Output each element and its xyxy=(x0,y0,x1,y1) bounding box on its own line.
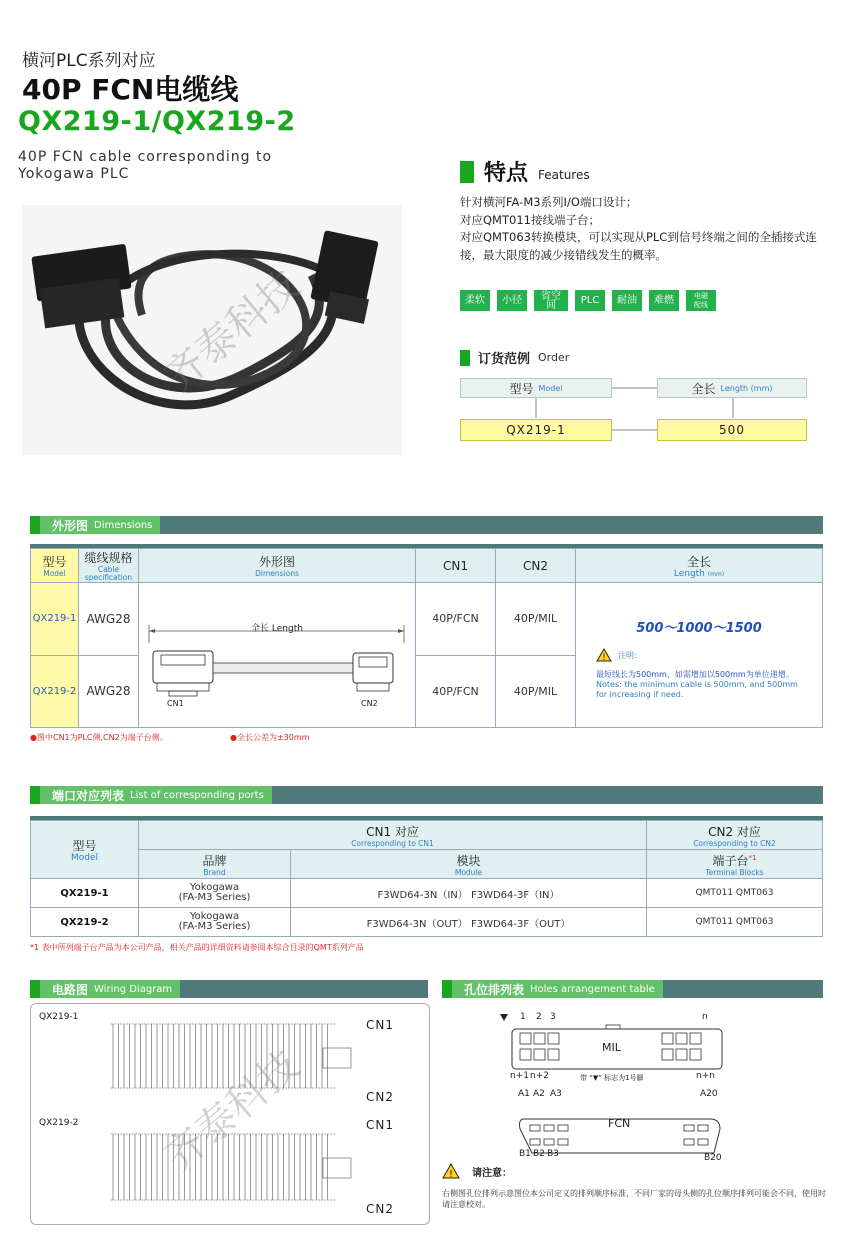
fcn-pin-b20: B20 xyxy=(704,1153,722,1163)
product-title: 40P FCN电缆线 xyxy=(22,73,239,106)
features-list xyxy=(460,194,820,264)
port-row2-module: F3WD64-3N（OUT） F3WD64-3F（OUT） xyxy=(291,908,647,937)
th-port-brand: 品牌 Brand xyxy=(139,850,291,879)
dim-row1-cn1: 40P/FCN xyxy=(416,583,496,656)
drawing-cn2-label: CN2 xyxy=(361,699,378,708)
order-length-value: 500 xyxy=(657,419,807,441)
order-title-en: Order xyxy=(538,351,570,364)
order-model-sub: Model xyxy=(538,383,563,393)
mil-hole xyxy=(690,1049,701,1060)
mil-hole xyxy=(662,1049,673,1060)
fcn-hole xyxy=(698,1139,708,1145)
th-port-cn2: CN2 对应 Corresponding to CN2 xyxy=(647,821,823,850)
fcn-hole xyxy=(544,1125,554,1131)
note-title: 注明: xyxy=(618,650,637,660)
feature-line: 对应QMT011接线端子台； xyxy=(460,212,600,227)
mil-hole xyxy=(676,1049,687,1060)
notice-header xyxy=(442,1163,512,1179)
warning-icon xyxy=(596,648,612,662)
wiring-model-1: QX219-1 xyxy=(39,1012,79,1022)
tag-soft: 柔软 xyxy=(460,290,490,311)
feature-line: 对应QMT063转换模块，可以实现从PLC到信号终端之间的全插接式连接，最大限度的减少接错线发生的概率。 xyxy=(460,230,817,262)
warning-icon xyxy=(442,1163,460,1179)
port-row1-model: QX219-1 xyxy=(31,879,139,908)
mil-pin-n1: n+1 xyxy=(510,1071,529,1081)
mil-hole xyxy=(548,1049,559,1060)
th-cn1: CN1 xyxy=(416,549,496,583)
notice-title: 请注意： xyxy=(472,1167,512,1179)
mil-hole xyxy=(676,1033,687,1044)
ports-section-title: 端口对应列表 List of corresponding ports xyxy=(40,786,272,804)
green-square-icon xyxy=(442,980,452,998)
holes-diagram xyxy=(442,1003,823,1163)
order-length-text: 全长 xyxy=(691,381,716,396)
fcn-hole xyxy=(558,1139,568,1145)
svg-text:!: ! xyxy=(602,653,606,662)
mil-pin-1: 1 xyxy=(520,1012,526,1022)
wiring-cn1-bottom: CN1 xyxy=(366,1118,394,1132)
order-header xyxy=(460,348,569,367)
tag-small-dia: 小径 xyxy=(497,290,527,311)
mark-note: 带 “▼” 标志为1号脚 xyxy=(580,1074,644,1082)
feature-tags xyxy=(460,290,716,311)
dim-row1-model: QX219-1 xyxy=(31,583,79,656)
svg-text:!: ! xyxy=(448,1169,454,1179)
fcn-pin-a1: A1 xyxy=(518,1089,530,1099)
holes-section-title: 孔位排列表 Holes arrangement table xyxy=(452,980,663,998)
wiring-section-bar xyxy=(30,980,428,998)
order-title: 订货范例 xyxy=(478,352,531,367)
fcn-pin-a3: A3 xyxy=(550,1089,562,1099)
ports-table xyxy=(30,820,823,937)
tag-space: 省空间 xyxy=(534,290,568,311)
mil-pin-3: 3 xyxy=(550,1012,556,1022)
port-row2-brand: Yokogawa (FA-M3 Series) xyxy=(139,908,291,937)
tag-oil: 耐油 xyxy=(612,290,642,311)
th-model: 型号 Model xyxy=(31,549,79,583)
dim-footnote-2: ●全长公差为±30mm xyxy=(230,733,310,742)
note-cn: 最短线长为500mm，如需增加以500mm为单位递增。 xyxy=(596,670,794,679)
th-port-cn1: CN1 对应 Corresponding to CN1 xyxy=(139,821,647,850)
holes-section-bar xyxy=(442,980,823,998)
dim-row2-model: QX219-2 xyxy=(31,655,79,728)
port-row1-brand: Yokogawa (FA-M3 Series) xyxy=(139,879,291,908)
green-square-icon xyxy=(30,516,40,534)
ports-footnote: *1 表中所列端子台产品为本公司产品，相关产品的详细资料请参阅本综合目录的QMT系列产品 xyxy=(30,943,364,952)
dim-row1-cn2: 40P/MIL xyxy=(496,583,576,656)
th-port-model: 型号 Model xyxy=(31,821,139,879)
dim-row2-cn2: 40P/MIL xyxy=(496,655,576,728)
dim-length-cell xyxy=(576,583,823,728)
mil-pin-nn: n+n xyxy=(696,1071,715,1081)
tag-emc: 电磁配线 xyxy=(686,290,716,311)
watermark-1: 齐泰科技 xyxy=(156,262,309,401)
notice-text: 右侧图孔位排列示意图位本公司定义的排列顺序标准，不同厂家的母头侧的孔位顺序排列可能会不同，使用时请注意校对。 xyxy=(442,1189,826,1209)
wiring-cn2-bottom: CN2 xyxy=(366,1202,394,1216)
dim-drawing-cell xyxy=(139,583,416,728)
mil-hole xyxy=(520,1049,531,1060)
holes-drawing xyxy=(442,1003,823,1163)
features-title-en: Features xyxy=(538,167,590,182)
model-title: QX219-1/QX219-2 xyxy=(18,106,296,137)
dim-row2-spec: AWG28 xyxy=(79,655,139,728)
th-port-module: 模块 Module xyxy=(291,850,647,879)
mil-hole xyxy=(690,1033,701,1044)
wiring-cn2-top: CN2 xyxy=(366,1090,394,1104)
feature-line: 针对横河FA-M3系列I/O端口设计； xyxy=(460,195,638,209)
mil-pin-n2: n+2 xyxy=(530,1071,549,1081)
watermark-2: 齐泰科技 xyxy=(156,1042,309,1181)
green-square-icon xyxy=(30,786,40,804)
order-length-sub: Length (mm) xyxy=(720,383,773,393)
mil-hole xyxy=(662,1033,673,1044)
order-model-text: 型号 xyxy=(509,381,534,396)
wiring-model-2: QX219-2 xyxy=(39,1118,79,1128)
fcn-pin-b3: B3 xyxy=(547,1149,559,1159)
ports-section-bar xyxy=(30,786,823,804)
length-options: 500～1000～1500 xyxy=(636,621,762,636)
green-square-icon xyxy=(460,350,470,366)
mil-pin-2: 2 xyxy=(536,1012,542,1022)
fcn-pin-b2: B2 xyxy=(533,1149,545,1159)
dim-row1-spec: AWG28 xyxy=(79,583,139,656)
wiring-section-title: 电路图 Wiring Diagram xyxy=(40,980,180,998)
th-port-term: 端子台$^{*1}$ Terminal Blocks xyxy=(647,850,823,879)
dimensions-section-bar xyxy=(30,516,823,534)
fcn-hole xyxy=(530,1125,540,1131)
port-row1-term: QMT011 QMT063 xyxy=(647,879,823,908)
fcn-hole xyxy=(684,1139,694,1145)
features-header xyxy=(460,156,590,187)
fcn-pin-b1: B1 xyxy=(519,1149,531,1159)
tag-plc: PLC xyxy=(575,290,605,311)
green-square-icon xyxy=(30,980,40,998)
th-length: 全长 Length (mm) xyxy=(576,549,823,583)
dim-footnote-1: ●图中CN1为PLC侧,CN2为端子台侧。 xyxy=(30,733,168,742)
drawing-cn1-label: CN1 xyxy=(167,699,184,708)
order-model-value: QX219-1 xyxy=(460,419,612,441)
port-row2-model: QX219-2 xyxy=(31,908,139,937)
dimensions-table xyxy=(30,548,823,728)
dim-row2-cn1: 40P/FCN xyxy=(416,655,496,728)
series-label: 横河PLC系列对应 xyxy=(22,51,156,71)
wiring-cn1-top: CN1 xyxy=(366,1018,394,1032)
mil-hole xyxy=(520,1033,531,1044)
fcn-hole xyxy=(698,1125,708,1131)
fcn-label: FCN xyxy=(608,1117,631,1130)
mil-hole xyxy=(534,1049,545,1060)
green-square-icon xyxy=(460,161,474,183)
fcn-pin-a20: A20 xyxy=(700,1089,718,1099)
fcn-hole xyxy=(558,1125,568,1131)
th-spec: 缆线规格 Cable specification xyxy=(79,549,139,583)
fcn-hole xyxy=(684,1125,694,1131)
mil-pin-n: n xyxy=(702,1012,708,1022)
port-row1-module: F3WD64-3N（IN） F3WD64-3F（IN） xyxy=(291,879,647,908)
fcn-pin-a2: A2 xyxy=(533,1089,545,1099)
mil-label: MIL xyxy=(602,1041,621,1054)
th-cn2: CN2 xyxy=(496,549,576,583)
note-en: Notes: the minimum cable is 500mm, and 500mm for increasing if need. xyxy=(596,680,798,699)
english-subtitle: 40P FCN cable corresponding to Yokogawa PLC xyxy=(18,149,273,182)
mil-hole xyxy=(548,1033,559,1044)
mil-hole xyxy=(534,1033,545,1044)
th-dim: 外形图 Dimensions xyxy=(139,549,416,583)
fcn-hole xyxy=(530,1139,540,1145)
features-title: 特点 xyxy=(484,161,529,186)
tag-flame: 难燃 xyxy=(649,290,679,311)
dimensions-section-title: 外形图 Dimensions xyxy=(40,516,160,534)
port-row2-term: QMT011 QMT063 xyxy=(647,908,823,937)
fcn-hole xyxy=(544,1139,554,1145)
drawing-length-label: 全长 Length xyxy=(251,624,303,634)
